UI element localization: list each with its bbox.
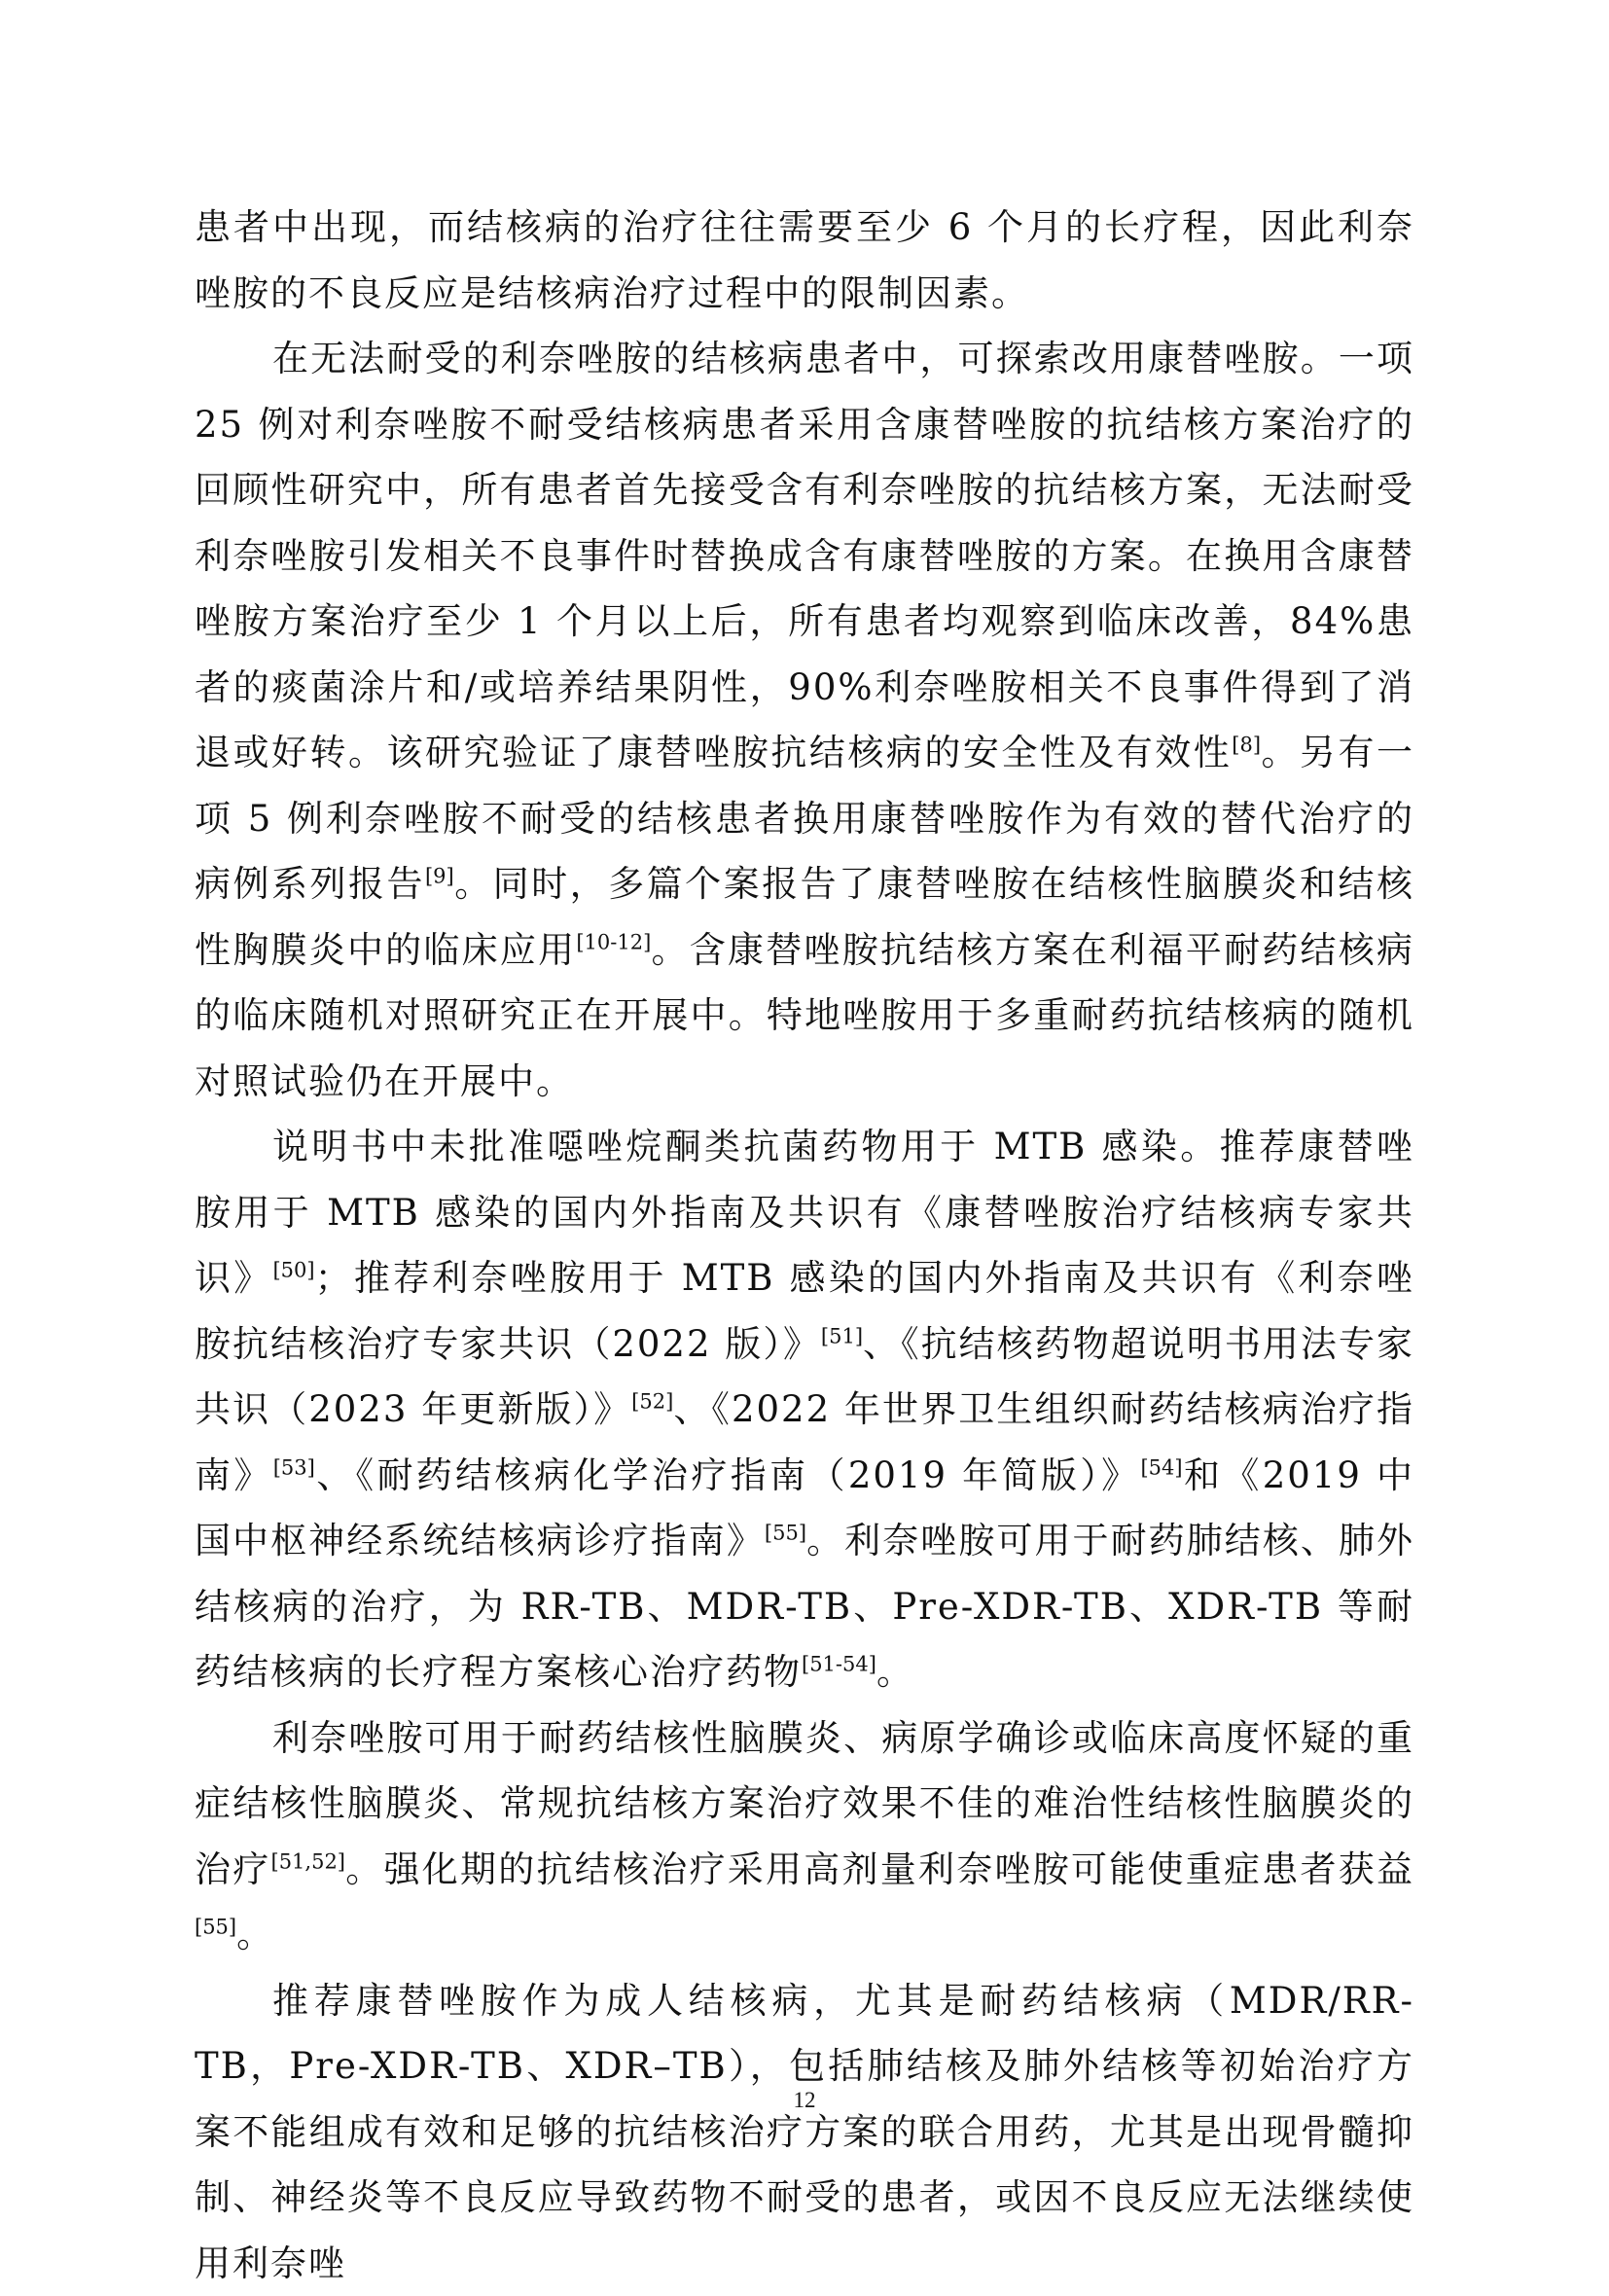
text-run: 和《2019 中国中枢神经系统结核病诊疗指南》 <box>195 1454 1414 1562</box>
text-run: 。另有一项 5 例利奈唑胺不耐受的结核患者换用康替唑胺作为有效的替代治疗的病例系列报告 <box>195 732 1414 905</box>
text-run: 。含康替唑胺抗结核方案在利福平耐药结核病的临床随机对照研究正在开展中。特地唑胺用于多重耐药抗结核病的随机对照试验仍在开展中。 <box>195 929 1414 1102</box>
citation: [50] <box>272 1259 314 1282</box>
citation: [52] <box>631 1390 673 1414</box>
citation: [55] <box>765 1522 806 1545</box>
text-run: 患者中出现，而结核病的治疗往往需要至少 6 个月的长疗程，因此利奈唑胺的不良反应是结核病治疗过程中的限制因素。 <box>195 206 1414 314</box>
citation: [8] <box>1232 734 1261 757</box>
citation: [51] <box>821 1324 863 1347</box>
text-run: 。 <box>236 1914 274 1955</box>
text-run: ；推荐利奈唑胺用于 MTB 感染的国内外指南及共识有《利奈唑胺抗结核治疗专家共识（2022 版）》 <box>195 1257 1414 1365</box>
text-run: 、《2022 年世界卫生组织耐药结核病治疗指南》 <box>195 1388 1414 1496</box>
citation: [53] <box>273 1455 315 1479</box>
paragraph-4 <box>195 1705 1414 1968</box>
text-run: 、《抗结核药物超说明书用法专家共识（2023 年更新版）》 <box>195 1323 1414 1431</box>
citation: [9] <box>425 865 454 888</box>
page-number: 12 <box>0 2088 1609 2113</box>
text-run: 。同时，多篇个案报告了康替唑胺在结核性脑膜炎和结核性胸膜炎中的临床应用 <box>195 863 1414 971</box>
document-body <box>195 195 1414 2296</box>
text-run: 在无法耐受的利奈唑胺的结核病患者中，可探索改用康替唑胺。一项 25 例对利奈唑胺不耐受结核病患者采用含康替唑胺的抗结核方案治疗的回顾性研究中，所有患者首先接受含有利奈唑胺的抗结核方案，无法耐受利奈唑胺引发相关不良事件时替换成含有康替唑胺的方案。在换用含康替唑胺方案治疗至少 1 个月以上后，所有患者均观察到临床改善，84%患者的痰菌涂片和/或培养结果阴性，90%利奈唑胺相关不良事件得到了消退或好转。该研究验证了康替唑胺抗结核病的安全性及有效性 <box>195 338 1414 773</box>
text-run: 利奈唑胺可用于耐药结核性脑膜炎、病原学确诊或临床高度怀疑的重症结核性脑膜炎、常规抗结核方案治疗效果不佳的难治性结核性脑膜炎的治疗 <box>195 1717 1414 1890</box>
text-run: 。 <box>876 1651 914 1693</box>
paragraph-1 <box>195 195 1414 326</box>
text-run: 。利奈唑胺可用于耐药肺结核、肺外结核病的治疗，为 RR-TB、MDR-TB、Pre-XDR-TB、XDR-TB 等耐药结核病的长疗程方案核心治疗药物 <box>195 1520 1414 1693</box>
paragraph-2 <box>195 326 1414 1114</box>
text-run: 推荐康替唑胺作为成人结核病，尤其是耐药结核病（MDR/RR-TB，Pre-XDR-TB、XDR–TB），包括肺结核及肺外结核等初始治疗方案不能组成有效和足够的抗结核治疗方案的联合用药，尤其是出现骨髓抑制、神经炎等不良反应导致药物不耐受的患者，或因不良反应无法继续使用利奈唑 <box>195 1980 1414 2284</box>
citation: [10-12] <box>576 930 651 953</box>
paragraph-5 <box>195 1968 1414 2296</box>
paragraph-3 <box>195 1114 1414 1705</box>
citation: [54] <box>1140 1455 1182 1479</box>
text-run: 说明书中未批准噁唑烷酮类抗菌药物用于 MTB 感染。推荐康替唑胺用于 MTB 感染的国内外指南及共识有《康替唑胺治疗结核病专家共识》 <box>195 1126 1414 1299</box>
citation: [51-54] <box>802 1653 876 1676</box>
citation: [55] <box>195 1916 236 1939</box>
citation: [51,52] <box>271 1849 346 1873</box>
text-run: 。强化期的抗结核治疗采用高剂量利奈唑胺可能使重症患者获益 <box>345 1848 1414 1890</box>
text-run: 、《耐药结核病化学治疗指南（2019 年简版）》 <box>315 1454 1141 1496</box>
